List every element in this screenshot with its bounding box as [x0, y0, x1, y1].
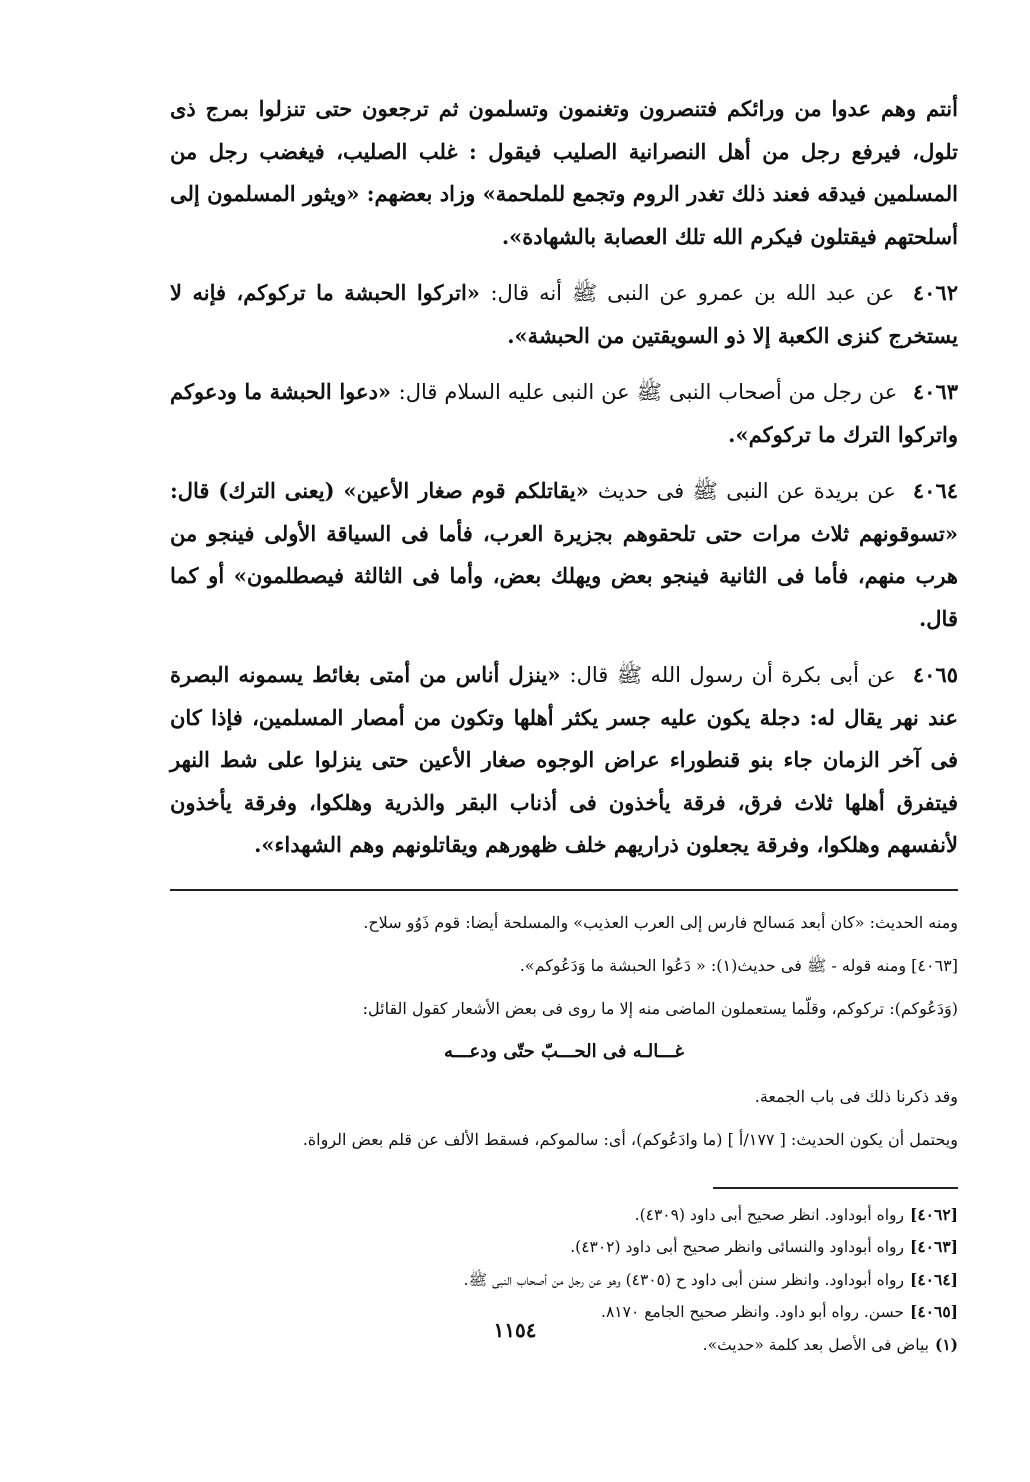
footnote	[170, 1264, 958, 1297]
page-number: ١١٥٤	[493, 1318, 537, 1342]
hadith-text: «ينزل أناس من أمتى بغائط يسمونه البصرة عند نهر يقال له: دجلة يكون عليه جسر يكثر أهلها وتكون من أمصار المسلمين، فإذا كان فى آخر الزمان جاء بنو قنطوراء عراض الوجوه صغار الأعين حتى ينزلوا على شط النهر فيتفرق أهلها ثلاث فرق، فرقة يأخذون فى أذناب البقر والذرية وهلكوا، وفرقة يأخذون لأنفسهم وهلكوا، وفرقة يجعلون ذراريهم خلف ظهورهم ويقاتلونهم وهم الشهداء».	[170, 662, 958, 857]
footnote-text: رواه أبوداود. وانظر سنن أبى داود ح (٤٣٠٥) وهو عن رجل من أصحاب النبى ﷺ.	[463, 1270, 904, 1289]
hadith-number: ٤٠٦٣	[912, 379, 959, 404]
hadith-4065	[170, 654, 958, 867]
commentary-section	[170, 905, 958, 1157]
commentary-line: ويحتمل أن يكون الحديث: [ ١٧٧/أ ] (ما وادَعُوكم)، أى: سالموكم، فسقط الألف عن قلم بعض الرواة.	[302, 1129, 958, 1149]
section-divider	[170, 889, 958, 891]
footnote	[170, 1231, 958, 1264]
footnote-text: حسن. رواه أبو داود. وانظر صحيح الجامع ٨١٧٠.	[601, 1303, 904, 1321]
hadith-4064	[170, 470, 958, 640]
commentary-line: (وَدَعُوكم): تركوكم، وقلّما يستعملون الماضى منه إلا ما روى فى بعض الأشعار كقول القائل:	[362, 998, 958, 1018]
footnote-ref: [٤٠٦٢]	[910, 1204, 958, 1224]
main-text	[170, 88, 958, 867]
hadith-text: «يقاتلكم قوم صغار الأعين» (يعنى الترك) قال: «تسوقونهم ثلاث مرات حتى تلحقوهم بجزيرة العرب، فأما فى السياقة الأولى فينجو من هرب منهم، فأما فى الثانية فينجو بعض ويهلك بعض، وأما فى الثالثة فيصطلمون» أو كما قال.	[170, 478, 958, 631]
hadith-chain: عن عبد الله بن عمرو عن النبى ﷺ أنه قال:	[490, 281, 895, 305]
hadith-text: «دعوا الحبشة ما ودعوكم واتركوا الترك ما تركوكم».	[170, 379, 958, 447]
hadith-4063	[170, 371, 958, 456]
footnote-ref: (١)	[934, 1334, 958, 1354]
footnote-ref: [٤٠٦٥]	[910, 1302, 958, 1321]
commentary-line: [٤٠٦٣] ومنه قوله - ﷺ فى حديث(١): « دَعُوا الحبشة ما وَدَعُوكم».	[519, 955, 958, 975]
hadith-4062	[170, 272, 958, 357]
hadith-chain: عن رجل من أصحاب النبى ﷺ عن النبى عليه السلام قال:	[398, 380, 898, 404]
paragraph-continuation: أنتم وهم عدوا من ورائكم فتنصرون وتغنمون وتسلمون ثم ترجعون حتى تنزلوا بمرج ذى تلول، فيرفع رجل من أهل النصرانية الصليب فيقول : غلب الصليب، فيغضب رجل من المسلمين فيدقه فعند ذلك تغدر الروم وتجمع للملحمة» وزاد بعضهم: «ويثور المسلمون إلى أسلحتهم فيقتلون فيكرم الله تلك العصابة بالشهادة».	[170, 96, 958, 249]
poetry-verse: غـــالـه فى الحـــبّ حتّى ودعـــه	[444, 1040, 684, 1062]
hadith-number: ٤٠٦٥	[912, 662, 958, 687]
hadith-chain: عن بريدة عن النبى ﷺ فى حديث	[597, 479, 896, 503]
footnote-text: رواه أبوداود والنسائى وانظر صحيح أبى داود (٤٣٠٢).	[570, 1238, 904, 1256]
footnote-divider	[713, 1187, 958, 1189]
hadith-number: ٤٠٦٤	[912, 478, 959, 503]
commentary-line: ومنه الحديث: «كان أبعد مَسالح فارس إلى العرب العذيب» والمسلحة أيضا: قوم ذَوُو سلاح.	[363, 912, 958, 932]
footnote-ref: [٤٠٦٤]	[910, 1269, 958, 1289]
commentary-line: وقد ذكرنا ذلك فى باب الجمعة.	[754, 1086, 958, 1106]
hadith-number: ٤٠٦٢	[912, 280, 958, 305]
footnote-text: رواه أبوداود. انظر صحيح أبى داود (٤٣٠٩).	[634, 1205, 904, 1224]
footnote-text: بياض فى الأصل بعد كلمة «حديث».	[702, 1335, 929, 1354]
footnote-ref: [٤٠٦٣]	[910, 1237, 958, 1256]
hadith-text: «اتركوا الحبشة ما تركوكم، فإنه لا يستخرج كنزى الكعبة إلا ذو السويقتين من الحبشة».	[170, 280, 958, 348]
hadith-chain: عن أبى بكرة أن رسول الله ﷺ قال:	[569, 663, 896, 687]
footnote	[170, 1199, 958, 1232]
